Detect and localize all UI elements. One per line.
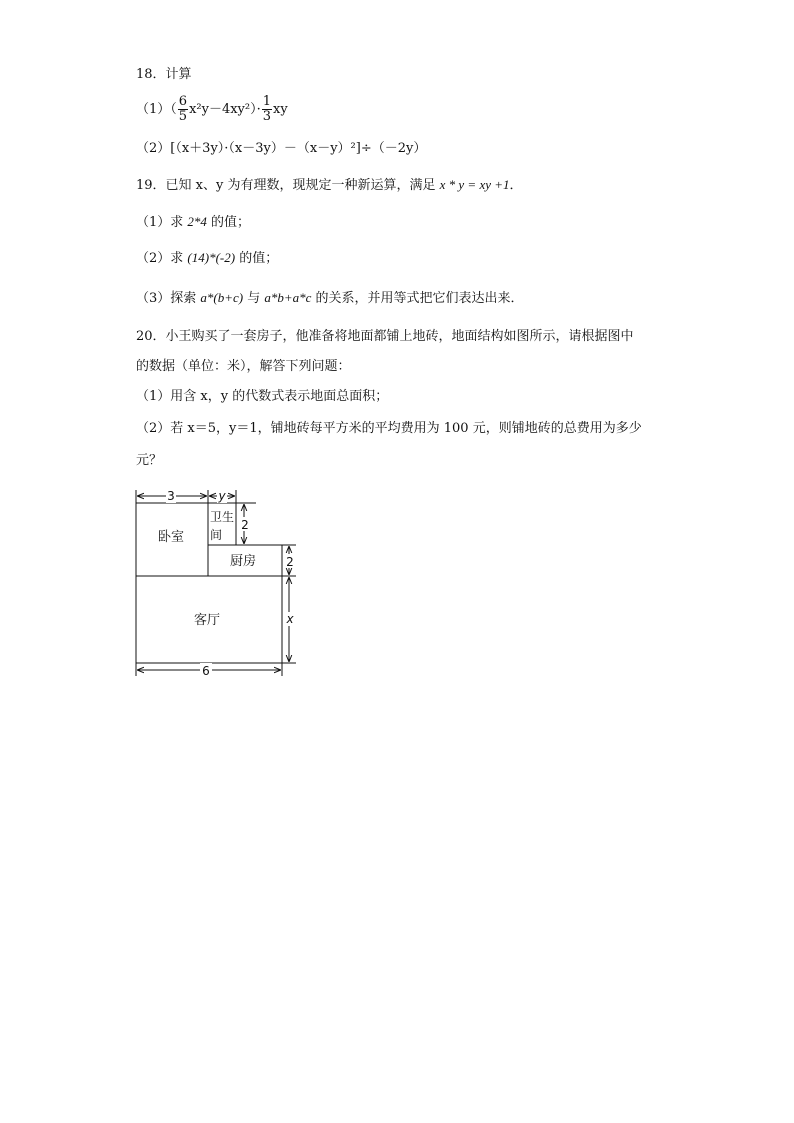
q19-part1-prefix: （1）求 [136,215,188,230]
dim-label-top-y: y [218,489,226,503]
bedroom-label: 卧室 [157,530,185,545]
q19-stem-suffix: ． [509,178,523,193]
q19-part3-prefix: （3）探索 [136,291,201,306]
q20-part1: （1）用含 x，y 的代数式表示地面总面积； [136,389,389,404]
q19-part2-prefix: （2）求 [136,251,188,266]
q18-part2: （2）[（x＋3y）·（x－3y）－（x－y）²]÷（－2y） [136,141,427,156]
q19-part3-formula-right: a*b+a*c [264,290,312,305]
fraction-numerator: 1 [262,94,272,109]
kitchen-label: 厨房 [229,554,257,569]
q18-title: 18．计算 [136,67,192,82]
q19-part3-mid: 与 [243,291,265,306]
q20-part2-line2: 元？ [136,453,163,468]
q19-stem-prefix: 19．已知 x、y 为有理数，现规定一种新运算，满足 [136,178,440,193]
q19-part3-suffix: 的关系，并用等式把它们表达出来． [311,291,524,306]
fraction-numerator: 6 [178,94,188,109]
q18-part1-mid: x²y－4xy²）· [189,102,261,117]
q19-operation-definition: x * y = xy +1 [439,177,510,192]
dim-label-top-3: 3 [167,489,175,503]
q18-part1-suffix: xy [273,102,288,117]
q19-part1-formula: 2*4 [187,214,207,229]
q20-stem-line1: 20．小王购买了一套房子，他准备将地面都铺上地砖，地面结构如图所示，请根据图中 [136,329,634,344]
dim-label-right-x: x [286,612,294,626]
q19-part1-suffix: 的值； [206,215,251,230]
q19-part2-formula: (14)*(-2) [187,250,236,265]
dim-label-bottom-6: 6 [202,664,210,678]
fraction-denominator: 3 [262,109,272,124]
living-room-label: 客厅 [193,613,221,628]
q19-part2-suffix: 的值； [235,251,279,266]
dim-label-right-2b: 2 [286,555,294,569]
q18-part1-prefix: （1）（ [136,102,177,117]
bathroom-label-line1: 卫生 [209,510,235,524]
dim-label-right-2a: 2 [241,518,249,532]
fraction-denominator: 5 [178,109,188,124]
bathroom-label-line2: 间 [209,528,223,542]
q20-part2-line1: （2）若 x＝5，y＝1，铺地砖每平方米的平均费用为 100 元，则铺地砖的总费用为多少 [136,421,642,436]
q19-part3-formula-left: a*(b+c) [200,290,244,305]
q20-stem-line2: 的数据（单位：米），解答下列问题： [136,359,351,374]
